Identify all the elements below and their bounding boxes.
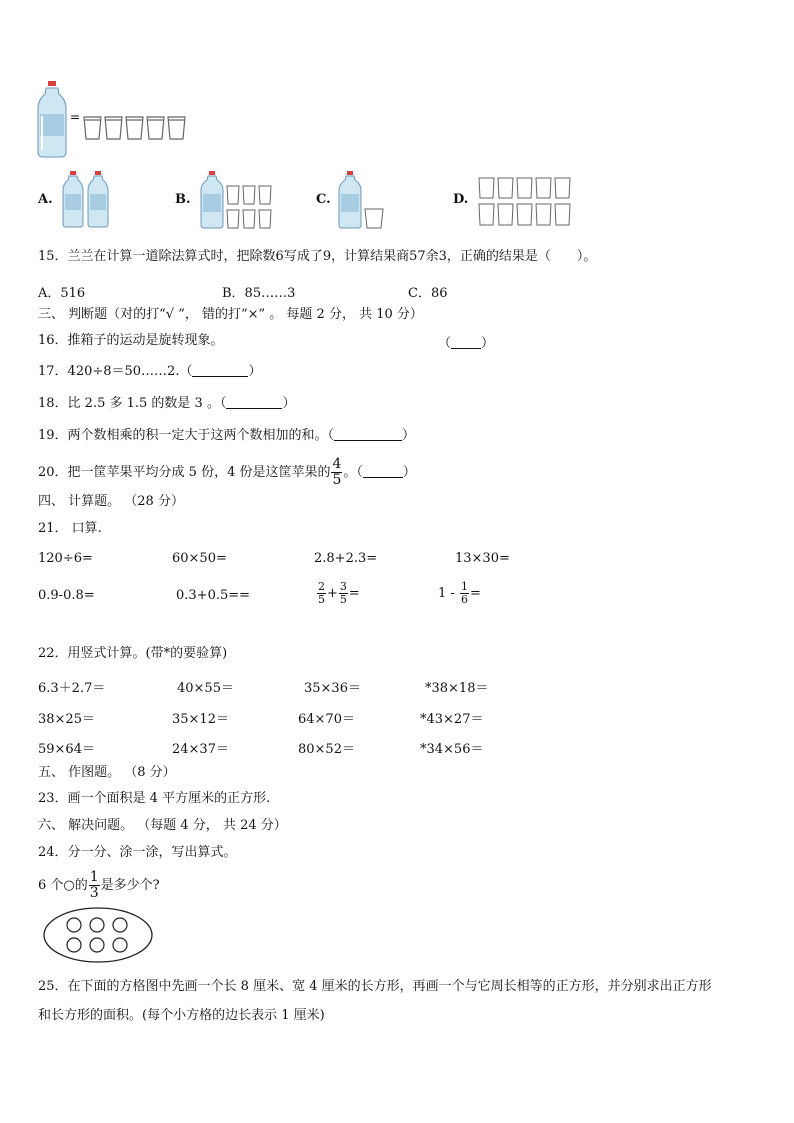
q16-answer-paren xyxy=(438,332,494,351)
q19-answer-blank[interactable] xyxy=(334,428,402,441)
q22-title: 22．用竖式计算。(带*的要验算) xyxy=(38,646,228,661)
frac-den: 5 xyxy=(318,593,325,606)
q20-frac-num: 4 xyxy=(332,456,342,472)
q19-text: 19．两个数相乘的积一定大于这两个数相加的和。（ xyxy=(38,428,335,443)
option-c-label: C. xyxy=(316,192,331,207)
two-bottles-icon xyxy=(62,170,110,228)
q25-line1: 25．在下面的方格图中先画一个长 8 厘米、宽 4 厘米的长方形，再画一个与它周长相等的正方形，并分别求出正方形 xyxy=(38,979,712,994)
bottle-and-one-cup-icon xyxy=(338,170,388,230)
section6-title: 六、 解决问题。 （每题 4 分， 共 24 分） xyxy=(38,818,287,833)
cups-row-icon xyxy=(82,114,190,142)
big-bottle-icon xyxy=(37,80,67,158)
q16-answer-blank[interactable] xyxy=(451,336,481,349)
q19-paren-close: ） xyxy=(402,428,416,443)
q20-after: 。（ xyxy=(343,465,363,480)
q22-r3-c1: 59×64＝ xyxy=(38,742,95,757)
q21-item-7 xyxy=(316,579,360,609)
q20-line xyxy=(38,456,416,490)
frac-den: 5 xyxy=(339,593,347,606)
q24-sub-pre: 6 个○的 xyxy=(38,878,88,893)
q22-r1-c1: 6.3＋2.7＝ xyxy=(38,681,106,696)
q25-line2: 和长方形的面积。(每个小方格的边长表示 1 厘米) xyxy=(38,1008,325,1023)
q24-subquestion xyxy=(38,868,160,904)
q22-r2-c4: *43×27＝ xyxy=(420,712,484,727)
q22-r2-c1: 38×25＝ xyxy=(38,712,95,727)
q15-option-c: C．86 xyxy=(408,286,448,301)
q21-item-5: 0.9-0.8= xyxy=(38,588,95,603)
q15-option-a: A．516 xyxy=(38,286,86,301)
frac-den: 6 xyxy=(460,593,468,606)
q16-text: 16．推箱子的运动是旋转现象。 xyxy=(38,333,224,348)
q15-option-b: B．85……3 xyxy=(222,286,296,301)
one-minus: 1 - xyxy=(438,586,455,601)
q20-frac-den: 5 xyxy=(332,472,342,488)
q22-r3-c2: 24×37＝ xyxy=(172,742,229,757)
q21-item-7-frac-b xyxy=(339,581,348,606)
q17-text: 17．420÷8＝50……2.（ xyxy=(38,364,193,379)
q17-answer-blank[interactable] xyxy=(192,364,248,377)
section3-title: 三、 判断题（对的打“√ ”， 错的打“×” 。 每题 2 分， 共 10 分） xyxy=(38,307,423,322)
section5-title: 五、 作图题。 （8 分） xyxy=(38,765,176,780)
q18-text: 18．比 2.5 多 1.5 的数是 3 。（ xyxy=(38,396,227,411)
option-a-label: A. xyxy=(38,192,53,207)
frac-num: 2 xyxy=(318,580,325,593)
frac-num: 1 xyxy=(89,869,99,885)
q18-paren-close: ） xyxy=(282,396,296,411)
q22-r3-c4: *34×56＝ xyxy=(420,742,484,757)
q24-sub-post: 是多少个? xyxy=(100,878,160,893)
q21-item-3: 2.8+2.3= xyxy=(314,551,378,566)
q22-r2-c3: 64×70＝ xyxy=(298,712,355,727)
q15-text: 15．兰兰在计算一道除法算式时，把除数6写成了9，计算结果商57余3，正确的结果是（ ）。 xyxy=(38,249,597,264)
q20-answer-blank[interactable] xyxy=(363,465,403,478)
q24-text: 24．分一分、涂一涂，写出算式。 xyxy=(38,845,237,860)
circles-in-oval-figure xyxy=(42,906,154,964)
q17-line xyxy=(38,363,261,381)
q21-item-1: 120÷6= xyxy=(38,551,93,566)
q21-item-8 xyxy=(438,579,481,609)
q21-item-6: 0.3+0.5== xyxy=(176,588,251,603)
q22-r1-c4: *38×18＝ xyxy=(425,681,489,696)
q20-text: 20．把一筐苹果平均分成 5 份，4 份是这筐苹果的 xyxy=(38,465,331,480)
q19-line xyxy=(38,427,415,445)
option-d-label: D. xyxy=(453,192,469,207)
q23-text: 23．画一个面积是 4 平方厘米的正方形. xyxy=(38,791,271,806)
section4-title: 四、 计算题。 （28 分） xyxy=(38,494,184,509)
equals-sign: = xyxy=(348,586,360,601)
q21-title: 21． 口算. xyxy=(38,521,102,536)
q22-r1-c3: 35×36＝ xyxy=(304,681,361,696)
q21-item-2: 60×50= xyxy=(172,551,227,566)
q18-line xyxy=(38,395,295,413)
q22-r3-c3: 80×52＝ xyxy=(298,742,355,757)
q20-fraction xyxy=(331,457,342,488)
q17-paren-close: ） xyxy=(248,364,262,379)
q16-paren-close: ） xyxy=(481,336,495,351)
q20-paren-close: ） xyxy=(402,465,416,480)
q16-paren-open: （ xyxy=(438,336,452,351)
frac-num: 3 xyxy=(339,580,347,593)
q22-r1-c2: 40×55＝ xyxy=(177,681,234,696)
frac-den: 3 xyxy=(89,885,99,901)
ten-cups-icon xyxy=(477,176,573,228)
q21-item-4: 13×30= xyxy=(455,551,510,566)
equals-sign: = xyxy=(70,110,81,124)
bottle-and-six-cups-icon xyxy=(200,170,278,230)
option-b-label: B. xyxy=(175,192,191,207)
q24-fraction xyxy=(89,870,100,901)
q22-r2-c2: 35×12＝ xyxy=(172,712,229,727)
q21-item-7-frac-a xyxy=(317,581,326,606)
q21-item-8-frac xyxy=(460,581,469,606)
plus-sign: + xyxy=(327,586,338,601)
q18-answer-blank[interactable] xyxy=(226,396,282,409)
frac-num: 1 xyxy=(460,580,468,593)
equals-sign: = xyxy=(469,586,481,601)
